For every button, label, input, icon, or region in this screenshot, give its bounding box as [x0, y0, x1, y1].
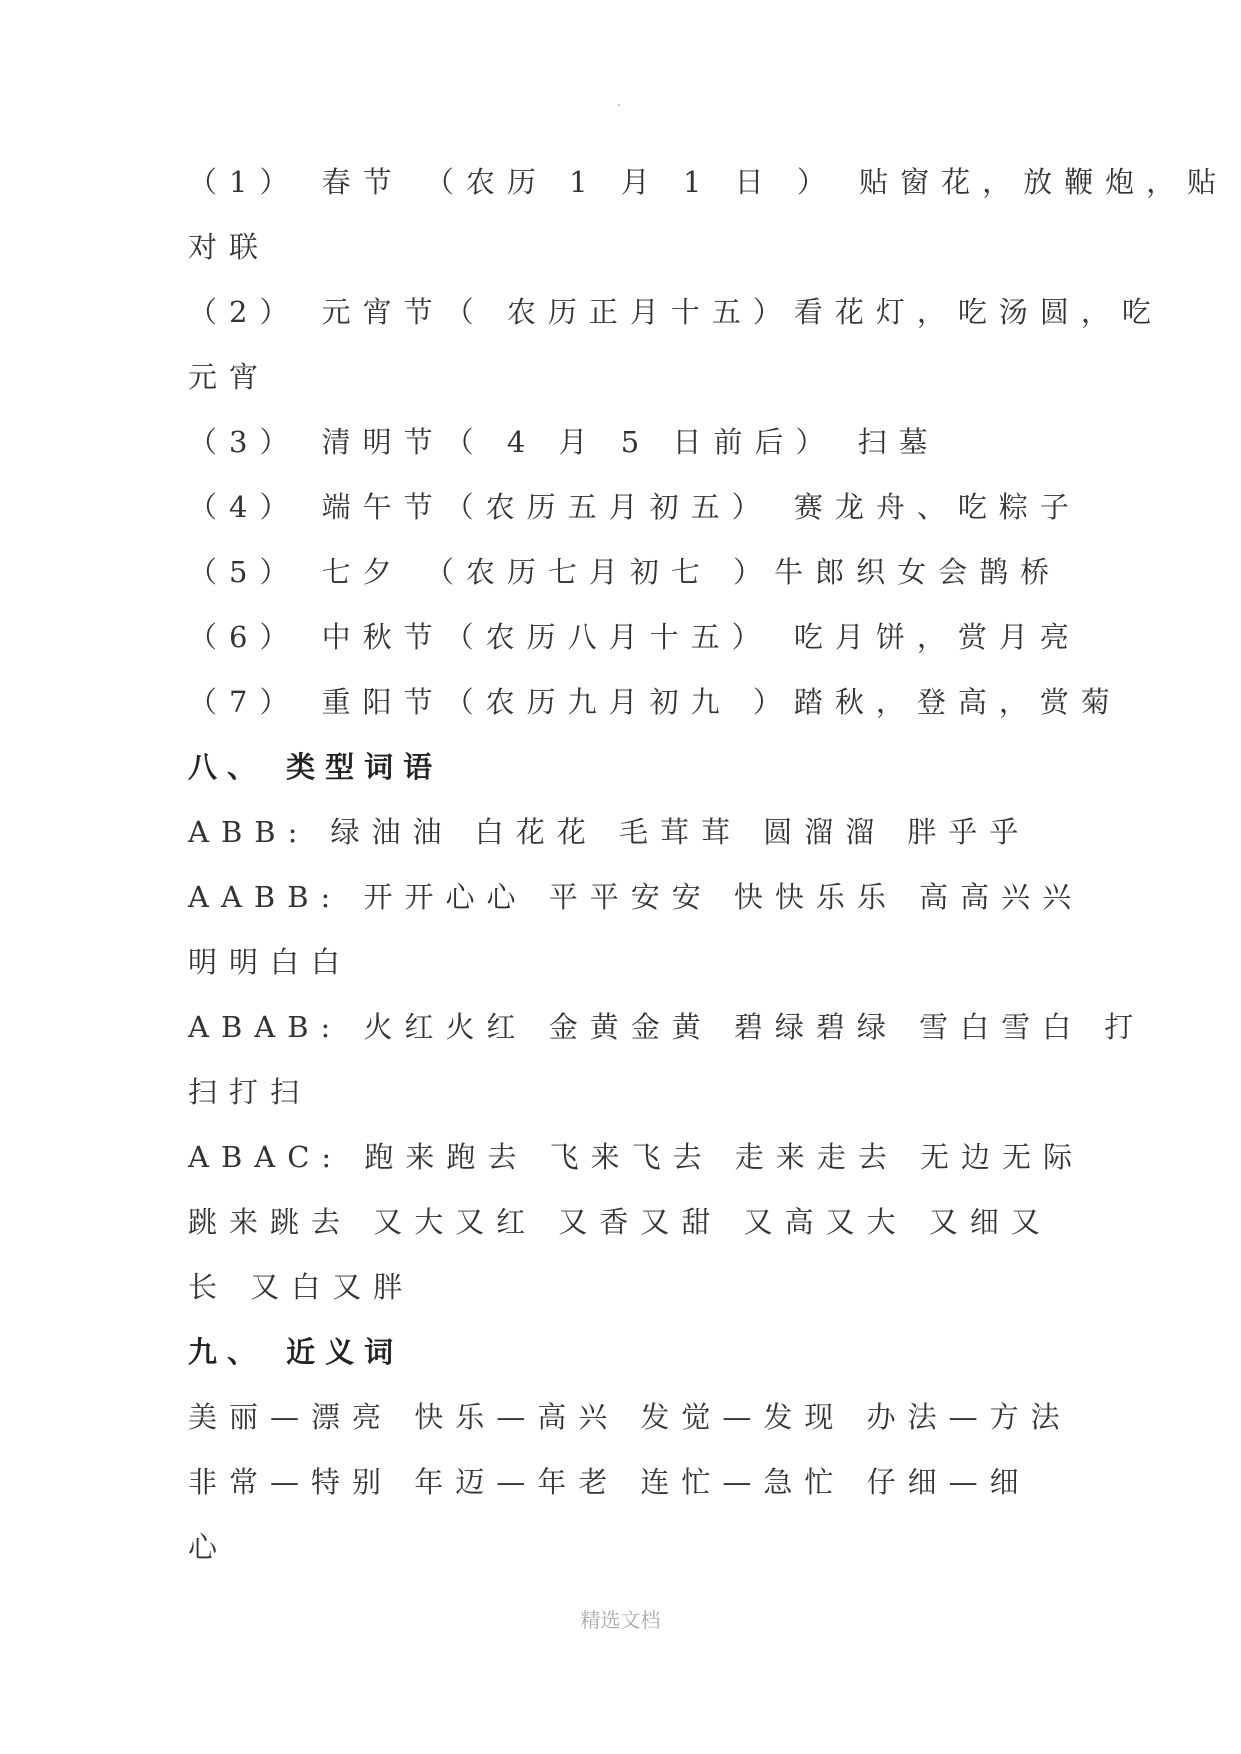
- text-line: 对联: [188, 230, 271, 264]
- text-line: （7） 重阳节（农历九月初九 ）踏秋，登高，赏菊: [188, 685, 1122, 719]
- text-line: 扫打扫: [188, 1075, 312, 1109]
- page-footer: 精选文档: [580, 1608, 661, 1632]
- text-line: 美丽—漂亮 快乐—高兴 发觉—发现 办法—方法: [188, 1400, 1072, 1434]
- text-line: 元宵: [188, 360, 271, 394]
- text-line: ABAB: 火红火红 金黄金黄 碧绿碧绿 雪白雪白 打: [188, 1010, 1146, 1044]
- text-line: （5） 七夕 （农历七月初七 ）牛郎织女会鹊桥: [188, 555, 1062, 589]
- section-heading: 八、 类型词语: [188, 750, 443, 784]
- document-body: [188, 150, 1229, 1580]
- page-top-dot: [618, 104, 620, 106]
- text-line: ABAC: 跑来跑去 飞来飞去 走来走去 无边无际: [188, 1140, 1085, 1174]
- text-line: 心: [188, 1530, 230, 1564]
- text-line: 跳来跳去 又大又红 又香又甜 又高又大 又细又: [188, 1205, 1052, 1239]
- text-line: 非常—特别 年迈—年老 连忙—急忙 仔细—细: [188, 1465, 1031, 1499]
- text-line: （1） 春节 （农历 1 月 1 日 ） 贴窗花，放鞭炮，贴: [188, 165, 1229, 199]
- text-line: （6） 中秋节（农历八月十五） 吃月饼，赏月亮: [188, 620, 1081, 654]
- text-line: （3） 清明节（ 4 月 5 日前后） 扫墓: [188, 425, 940, 459]
- text-line: （2） 元宵节（ 农历正月十五）看花灯，吃汤圆，吃: [188, 295, 1163, 329]
- section-heading: 九、 近义词: [188, 1335, 404, 1369]
- text-line: 明明白白: [188, 945, 353, 979]
- text-line: ABB: 绿油油 白花花 毛茸茸 圆溜溜 胖乎乎: [188, 815, 1031, 849]
- text-line: AABB: 开开心心 平平安安 快快乐乐 高高兴兴: [188, 880, 1084, 914]
- text-line: （4） 端午节（农历五月初五） 赛龙舟、吃粽子: [188, 490, 1081, 524]
- text-line: 长 又白又胖: [188, 1270, 415, 1304]
